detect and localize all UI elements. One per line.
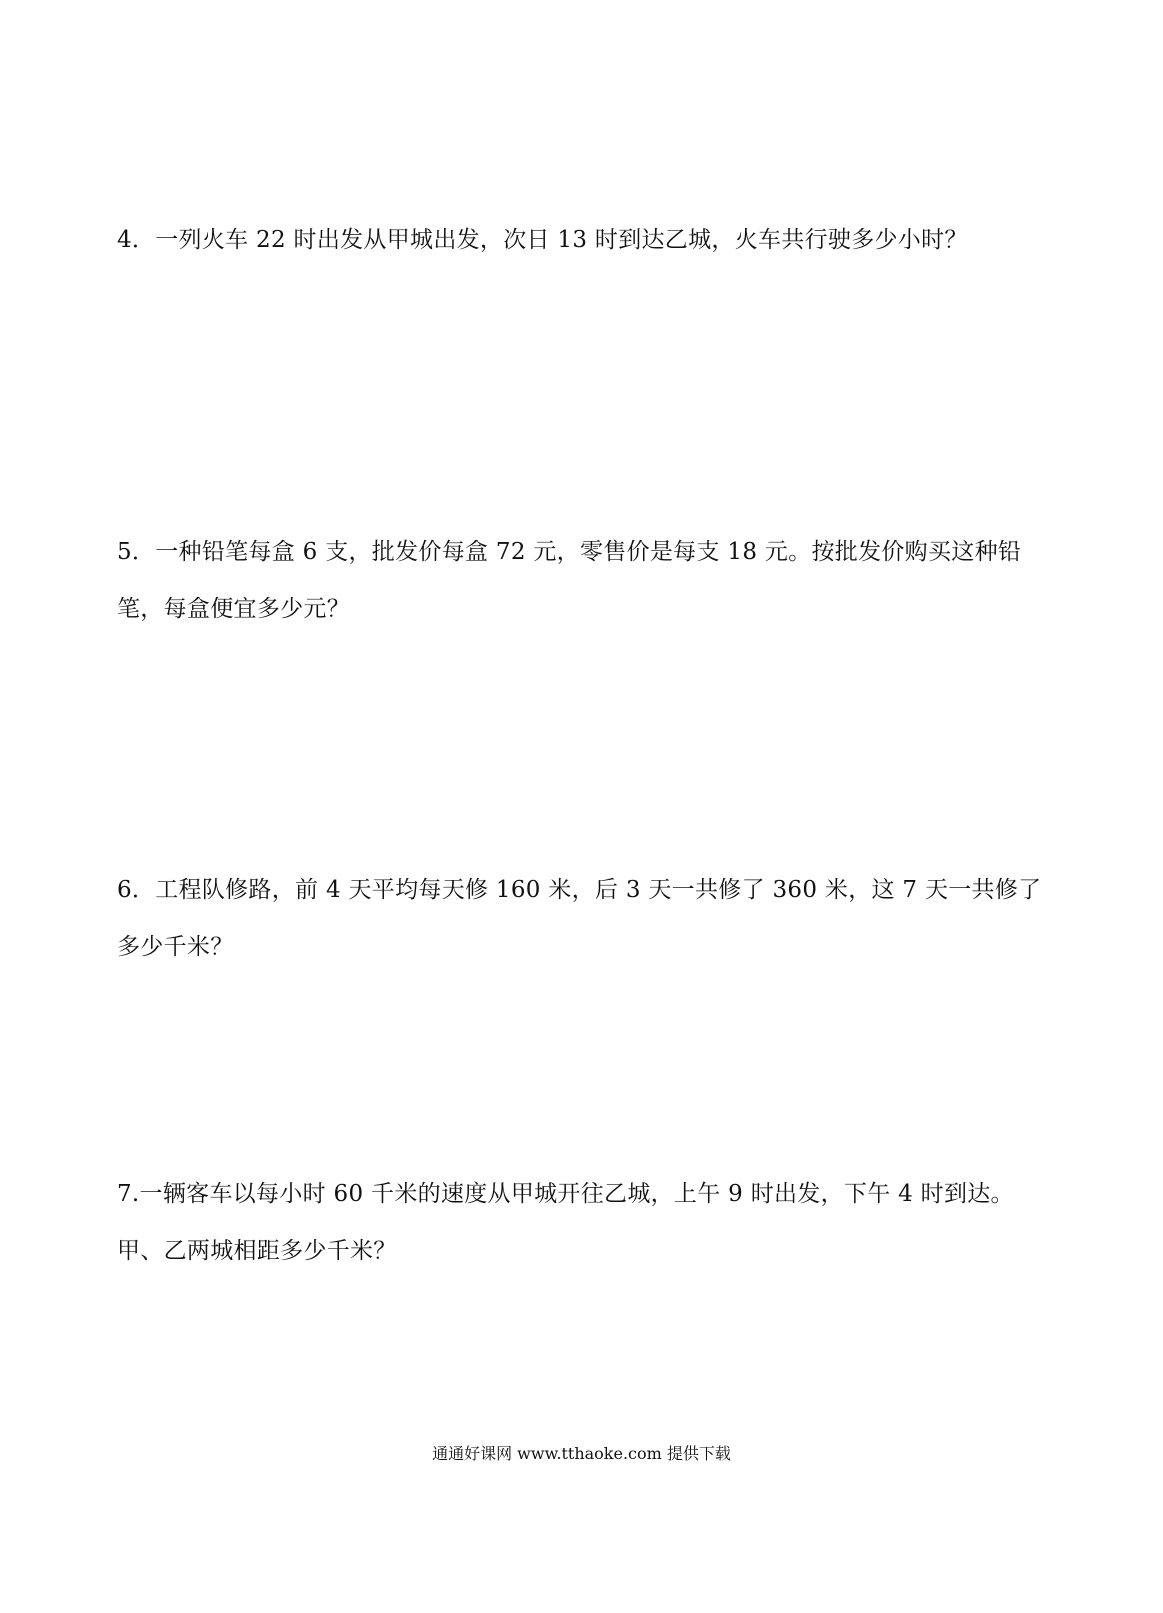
question-5-line-1: 5．一种铅笔每盒 6 支，批发价每盒 72 元，零售价是每支 18 元。按批发价购买这种铅 <box>117 539 1022 565</box>
question-7 <box>117 1166 1032 1280</box>
question-7-line-2: 甲、乙两城相距多少千米？ <box>117 1238 397 1264</box>
question-6-line-1: 6．工程队修路，前 4 天平均每天修 160 米，后 3 天一共修了 360 米，这 7 天一共修了 <box>117 877 1042 903</box>
question-5-line-2: 笔，每盒便宜多少元？ <box>117 596 350 622</box>
question-4 <box>117 212 1032 269</box>
question-7-line-1: 7.一辆客车以每小时 60 千米的速度从甲城开往乙城，上午 9 时出发，下午 4 时到达。 <box>117 1181 1014 1207</box>
question-6-line-2: 多少千米？ <box>117 934 234 960</box>
question-6 <box>117 862 1042 976</box>
question-4-line-1: 4．一列火车 22 时出发从甲城出发，次日 13 时到达乙城，火车共行驶多少小时？ <box>117 227 968 253</box>
question-5 <box>117 524 1032 638</box>
page-footer: 通通好课网 www.tthaoke.com 提供下载 <box>432 1444 731 1463</box>
